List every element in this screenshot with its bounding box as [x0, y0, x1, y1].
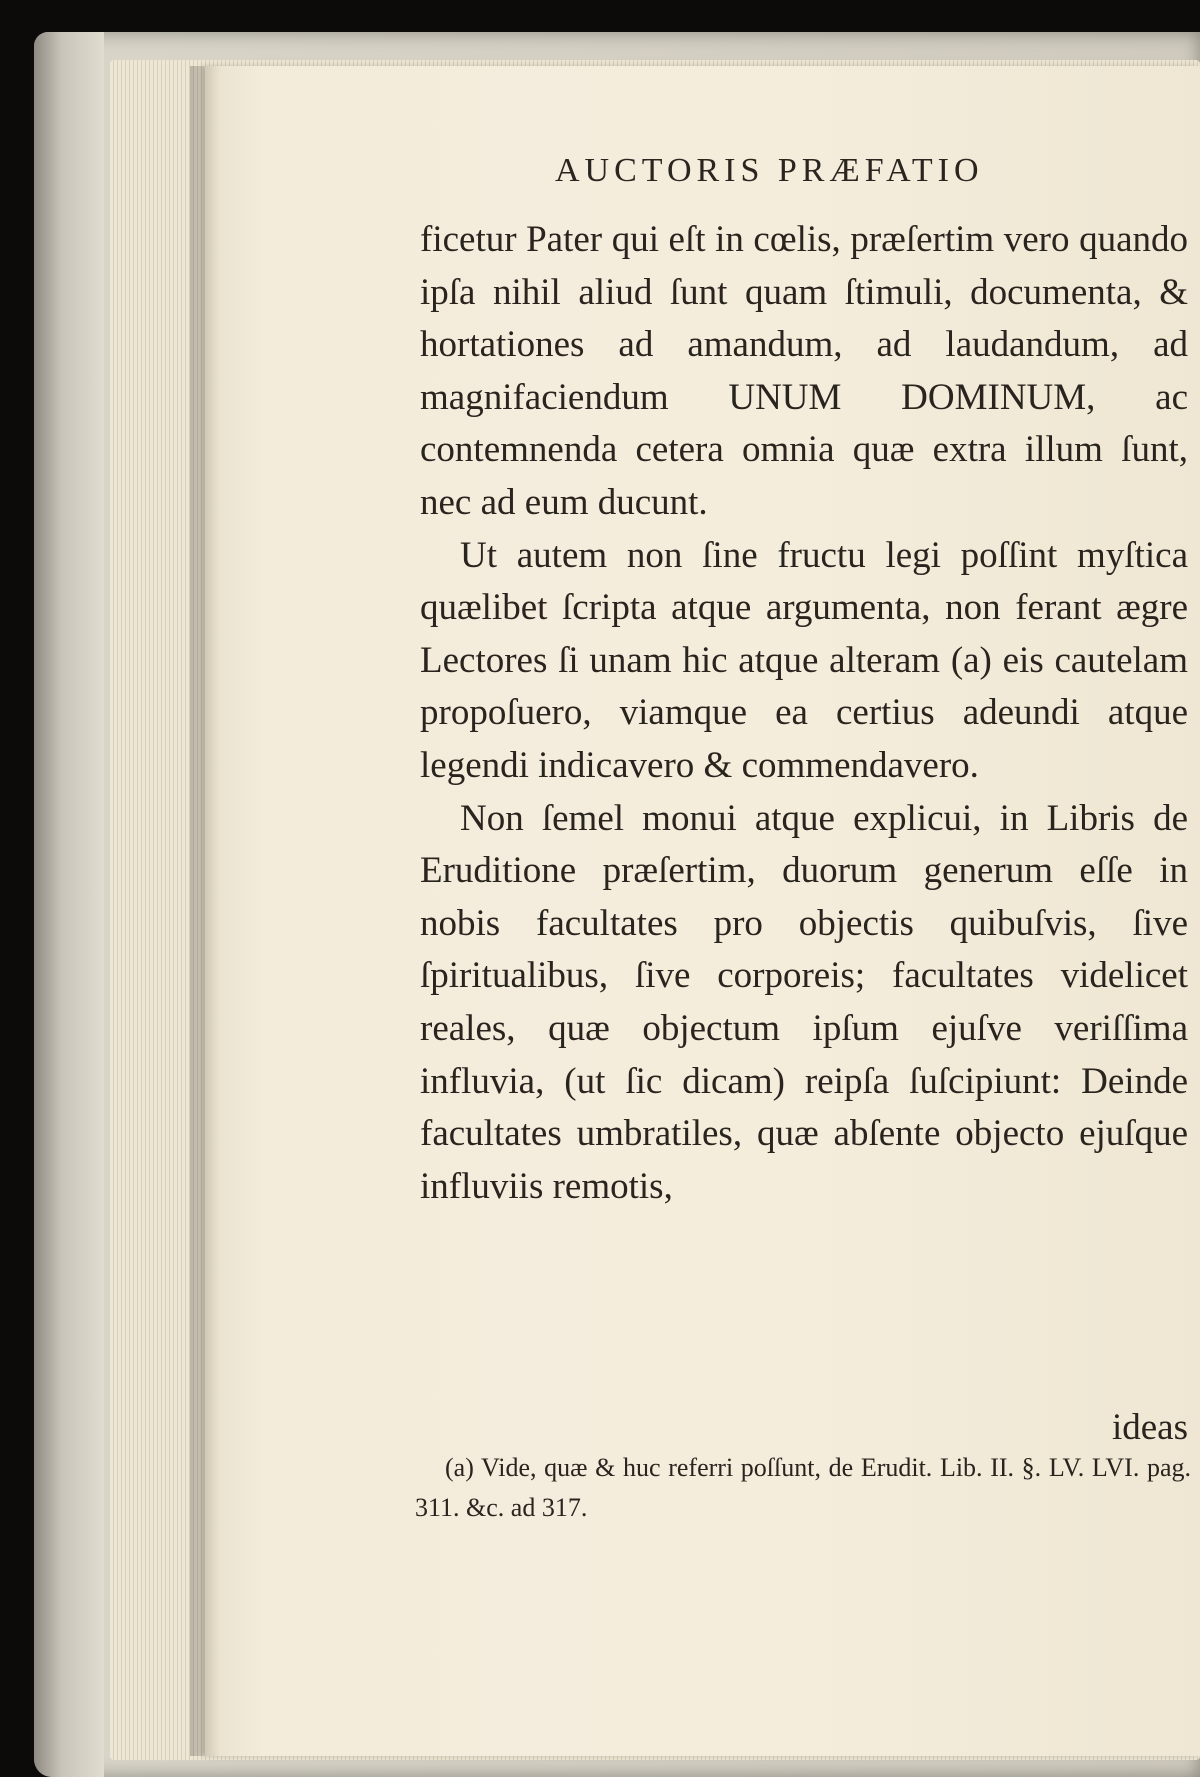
- catchword: ideas: [1111, 1407, 1188, 1448]
- footnote-marker: (a): [445, 1453, 474, 1482]
- paragraph-3: Non ſemel monui atque explicui, in Libris de Eruditione præſertim, duorum generum eſſe in nobis facultates pro objectis quibuſvis, ſive ſpiritualibus, ſive corporeis; facultates videlicet reales, quæ objectum ipſum ejuſve veriſſima influvia, (ut ſic dicam) reipſa ſuſcipiunt: Deinde facultates umbratiles, quæ abſente objecto ejuſque influviis remotis,: [420, 797, 1188, 1207]
- paragraph-1: ficetur Pater qui eſt in cœlis, præſertim vero quando ipſa nihil aliud ſunt quam ſtimuli, documenta, & hortationes ad amandum, ad laudandum, ad magnifaciendum UNUM DOMINUM, ac contemnenda cetera omnia quæ extra illum ſunt, nec ad eum ducunt.: [420, 219, 1188, 523]
- footnote-text: Vide, quæ & huc referri poſſunt, de Erudit. Lib. II. §. LV. LVI. pag. 311. &c. ad 317.: [415, 1453, 1192, 1522]
- gutter-shadow: [190, 66, 220, 1756]
- running-head: AUCTORIS PRÆFATIO: [555, 152, 984, 189]
- footnote: [415, 1448, 1191, 1528]
- body-text: [420, 214, 1188, 1213]
- paragraph-2: Ut autem non ſine fructu legi poſſint myſtica quælibet ſcripta atque argumenta, non ferant ægre Lectores ſi unam hic atque alteram (a) eis cautelam propoſuero, viamque ea certius adeundi atque legendi indicavero & commendavero.: [420, 534, 1188, 786]
- vellum-cover-edge: [34, 32, 104, 1777]
